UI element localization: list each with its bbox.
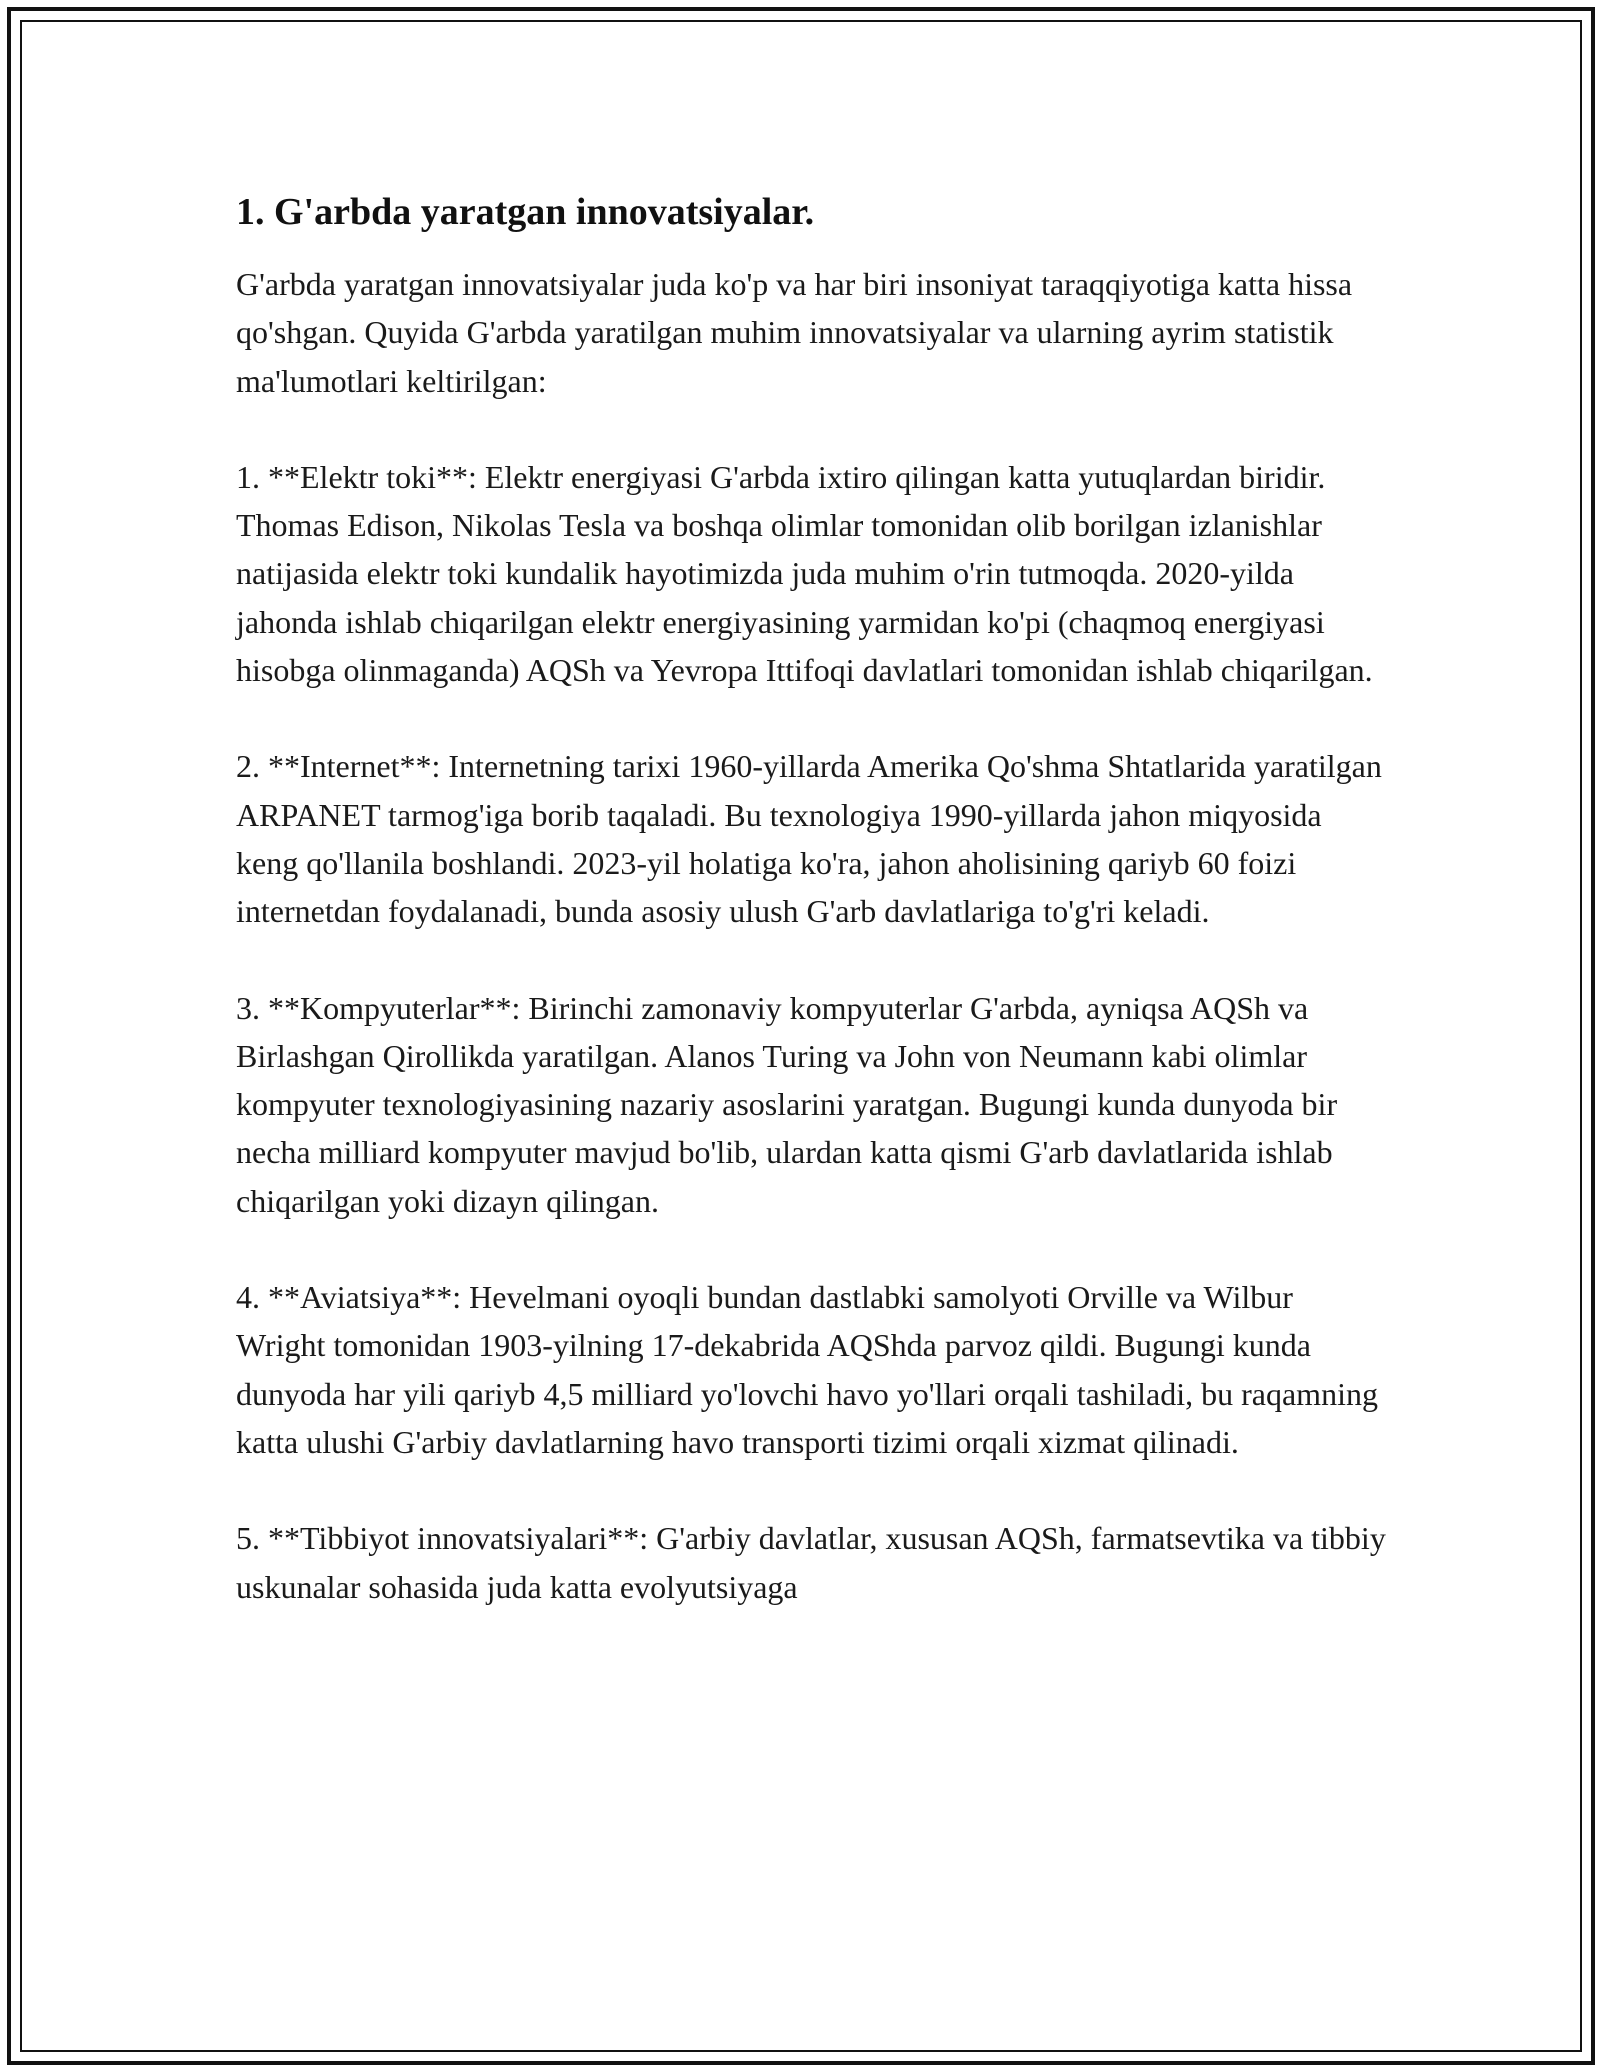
- document-body: [236, 186, 1386, 1659]
- intro-paragraph: G'arbda yaratgan innovatsiyalar juda ko'p va har biri insoniyat taraqqiyotiga katta hissa qo'shgan. Quyida G'arbda yaratilgan muhim innovatsiyalar va ularning ayrim statistik ma'lumotlari keltirilgan:: [236, 266, 1353, 399]
- paragraph-medicine: 5. **Tibbiyot innovatsiyalari**: G'arbiy davlatlar, xususan AQSh, farmatsevtika va tibbiy uskunalar sohasida juda katta evolyutsiyaga: [236, 1520, 1386, 1605]
- paragraph-computers: 3. **Kompyuterlar**: Birinchi zamonaviy kompyuterlar G'arbda, ayniqsa AQSh va Birlashgan Qirollikda yaratilgan. Alanos Turing va John von Neumann kabi olimlar kompyuter texnologiyasining nazariy asoslarini yaratgan. Bugungi kunda dunyoda bir necha milliard kompyuter mavjud bo'lib, ulardan katta qismi G'arb davlatlarida ishlab chiqarilgan yoki dizayn qilingan.: [236, 989, 1338, 1219]
- paragraph-aviation: 4. **Aviatsiya**: Hevelmani oyoqli bundan dastlabki samolyoti Orville va Wilbur Wright tomonidan 1903-yilning 17-dekabrida AQShda parvoz qildi. Bugungi kunda dunyoda har yili qariyb 4,5 milliard yo'lovchi havo yo'llari orqali tashiladi, bu raqamning katta ulushi G'arbiy davlatlarning havo transporti tizimi orqali xizmat qilinadi.: [236, 1279, 1378, 1460]
- document-title: 1. G'arbda yaratgan innovatsiyalar.: [236, 191, 815, 233]
- paragraph-electricity: 1. **Elektr toki**: Elektr energiyasi G'arbda ixtiro qilingan katta yutuqlardan biridir. Thomas Edison, Nikolas Tesla va boshqa olimlar tomonidan olib borilgan izlanishlar natijasida elektr toki kundalik hayotimizda juda muhim o'rin tutmoqda. 2020-yilda jahonda ishlab chiqarilgan elektr energiyasining yarmidan ko'pi (chaqmoq energiyasi hisobga olinmaganda) AQSh va Yevropa Ittifoqi davlatlari tomonidan ishlab chiqarilgan.: [236, 458, 1373, 689]
- paragraph-internet: 2. **Internet**: Internetning tarixi 1960-yillarda Amerika Qo'shma Shtatlarida yaratilgan ARPANET tarmog'iga borib taqaladi. Bu texnologiya 1990-yillarda jahon miqyosida keng qo'llanila boshlandi. 2023-yil holatiga ko'ra, jahon aholisining qariyb 60 foizi internetdan foydalanadi, bunda asosiy ulush G'arb davlatlariga to'g'ri keladi.: [236, 748, 1382, 930]
